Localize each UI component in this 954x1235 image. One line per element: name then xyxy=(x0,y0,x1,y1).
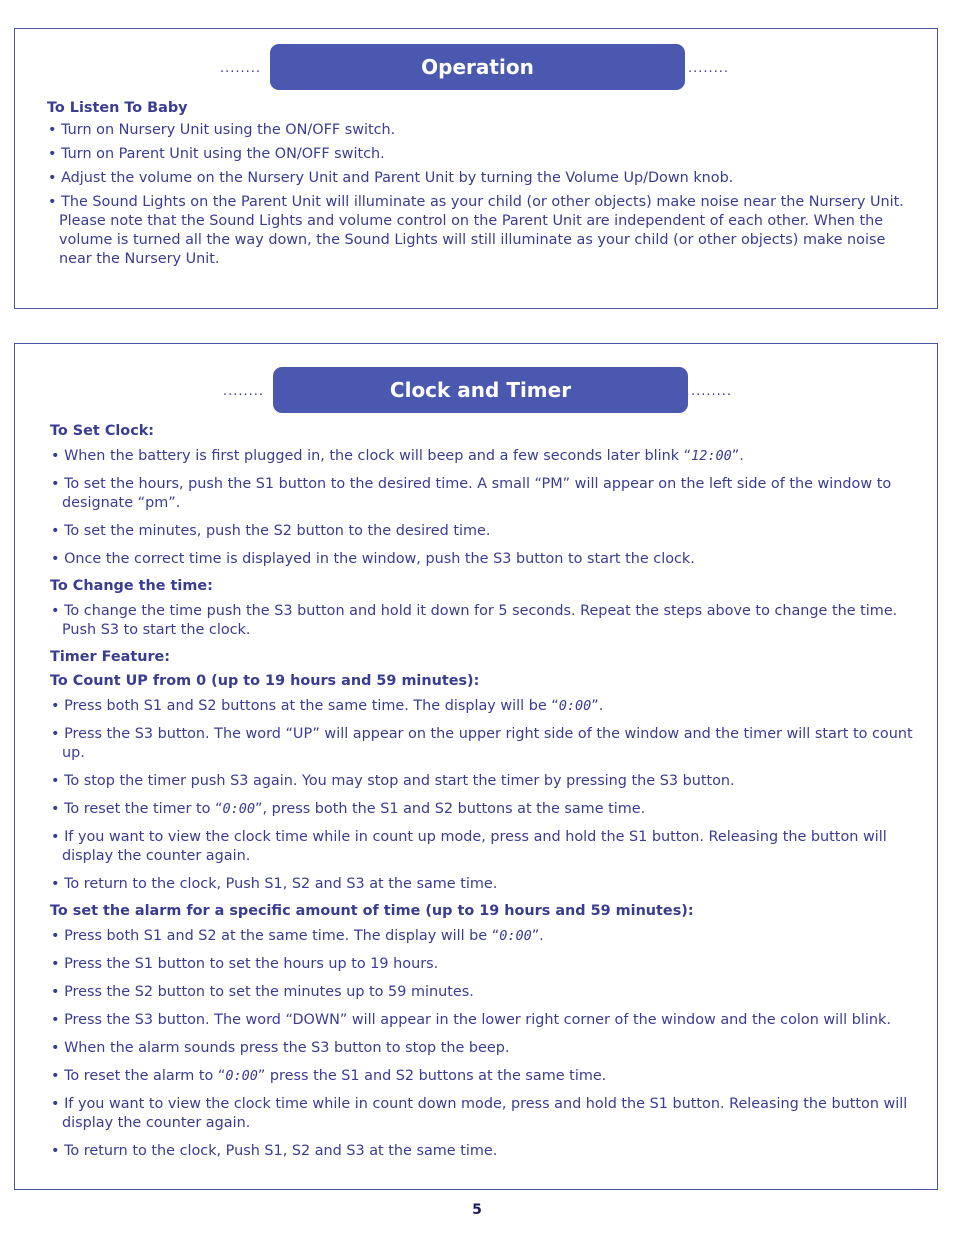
change-time-heading: To Change the time: xyxy=(50,578,213,594)
list-item: • Turn on Parent Unit using the ON/OFF switch. xyxy=(48,146,385,162)
list-item: • Press the S3 button. The word “DOWN” will appear in the lower right corner of the window and the colon will blink. xyxy=(51,1012,891,1028)
list-item: • When the alarm sounds press the S3 button to stop the beep. xyxy=(51,1040,510,1056)
list-item: • To stop the timer push S3 again. You may stop and start the timer by pressing the S3 button. xyxy=(51,773,735,789)
lcd-display-text: 0:00 xyxy=(222,801,255,817)
operation-content xyxy=(47,100,919,274)
list-item: • The Sound Lights on the Parent Unit will illuminate as your child (or other objects) make noise near the Nursery Unit. Please note that the Sound Lights and volume control on the Parent Unit are independent of each other. When the volume is turned all the way down, the Sound Lights will still illuminate as your child (or other objects) make noise near the Nursery Unit. xyxy=(48,194,904,267)
clock-timer-section xyxy=(14,343,938,1190)
lcd-display-text: 0:00 xyxy=(558,698,592,714)
list-item: • Press both S1 and S2 at the same time. The display will be “0:00”. xyxy=(51,928,544,944)
list-item: • To return to the clock, Push S1, S2 and S3 at the same time. xyxy=(51,876,498,892)
list-item: • If you want to view the clock time while in count down mode, press and hold the S1 button. Releasing the button will display the counter again. xyxy=(51,1096,908,1131)
left-dot-leader: ........ xyxy=(223,383,265,399)
list-item: • To set the hours, push the S1 button to the desired time. A small “PM” will appear on the left side of the window to designate “pm”. xyxy=(51,476,892,511)
list-item: • To reset the alarm to “0:00” press the S1 and S2 buttons at the same time. xyxy=(51,1068,607,1084)
list-item: • When the battery is first plugged in, the clock will beep and a few seconds later blink “12:00”. xyxy=(51,448,744,464)
clock-content xyxy=(50,423,919,1170)
list-item: • Press the S2 button to set the minutes up to 59 minutes. xyxy=(51,984,474,1000)
list-item: • To set the minutes, push the S2 button to the desired time. xyxy=(51,523,491,539)
right-dot-leader: ........ xyxy=(688,60,730,76)
list-item: • Press both S1 and S2 buttons at the same time. The display will be “0:00”. xyxy=(51,698,604,714)
list-item: • Once the correct time is displayed in the window, push the S3 button to start the clock. xyxy=(51,551,695,567)
list-item: • Turn on Nursery Unit using the ON/OFF switch. xyxy=(48,122,396,138)
list-item: • If you want to view the clock time while in count up mode, press and hold the S1 button. Releasing the button will display the counter again. xyxy=(51,829,887,864)
list-item: • To change the time push the S3 button and hold it down for 5 seconds. Repeat the steps above to change the time. Push S3 to start the clock. xyxy=(51,603,898,638)
list-item: • Adjust the volume on the Nursery Unit and Parent Unit by turning the Volume Up/Down knob. xyxy=(48,170,734,186)
list-item: • Press the S1 button to set the hours up to 19 hours. xyxy=(51,956,439,972)
lcd-display-text: 0:00 xyxy=(225,1068,258,1084)
left-dot-leader: ........ xyxy=(220,60,262,76)
list-item: • To return to the clock, Push S1, S2 and S3 at the same time. xyxy=(51,1143,498,1159)
listen-to-baby-heading: To Listen To Baby xyxy=(47,100,188,116)
lcd-display-text: 12:00 xyxy=(691,448,732,464)
operation-section xyxy=(14,28,938,309)
timer-feature-heading: Timer Feature: xyxy=(50,649,171,665)
count-up-heading: To Count UP from 0 (up to 19 hours and 59 minutes): xyxy=(50,673,480,689)
page-number: 5 xyxy=(472,1202,482,1218)
lcd-display-text: 0:00 xyxy=(499,928,532,944)
operation-title-banner xyxy=(270,44,685,90)
list-item: • To reset the timer to “0:00”, press both the S1 and S2 buttons at the same time. xyxy=(51,801,646,817)
operation-title: Operation xyxy=(421,55,534,79)
right-dot-leader: ........ xyxy=(691,383,733,399)
alarm-heading: To set the alarm for a specific amount of time (up to 19 hours and 59 minutes): xyxy=(50,903,694,919)
clock-title-banner xyxy=(273,367,688,413)
clock-title: Clock and Timer xyxy=(389,378,572,402)
list-item: • Press the S3 button. The word “UP” will appear on the upper right side of the window and the timer will start to count up. xyxy=(51,726,913,761)
set-clock-heading: To Set Clock: xyxy=(50,423,155,439)
